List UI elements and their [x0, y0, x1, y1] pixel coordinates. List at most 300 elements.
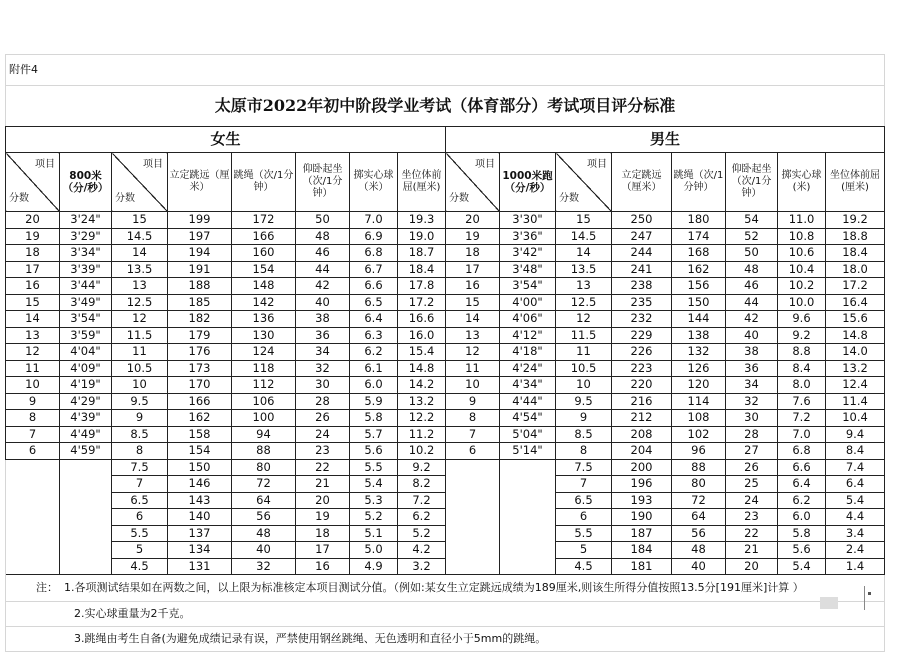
male-field-score-cell: 10: [556, 377, 612, 394]
male-reach-cell: 10.4: [826, 410, 885, 427]
female-jump-cell: 140: [168, 509, 232, 526]
female-jump-cell: 162: [168, 410, 232, 427]
male-run-score-cell: 19: [446, 228, 500, 245]
female-situp-cell: 20: [296, 492, 350, 509]
male-field-score-cell: 9: [556, 410, 612, 427]
female-reach-cell: 19.0: [398, 228, 446, 245]
female-situp-cell: 17: [296, 542, 350, 559]
male-field-score-header: 项目 分数: [556, 153, 612, 212]
male-ball-cell: 10.4: [778, 261, 826, 278]
female-situp-cell: 19: [296, 509, 350, 526]
male-field-score-cell: 11.5: [556, 327, 612, 344]
female-reach-cell: 19.3: [398, 212, 446, 229]
male-run-time-cell: 3'36": [500, 228, 556, 245]
table-row: [6, 212, 885, 229]
male-field-score-cell: 7: [556, 476, 612, 493]
male-situp-cell: 40: [726, 327, 778, 344]
female-ball-cell: 6.8: [350, 245, 398, 262]
male-field-score-cell: 7.5: [556, 459, 612, 476]
male-reach-cell: 2.4: [826, 542, 885, 559]
male-reach-cell: 8.4: [826, 443, 885, 460]
female-rope-cell: 72: [232, 476, 296, 493]
male-run-time-cell: 4'18": [500, 344, 556, 361]
male-rope-cell: 126: [672, 360, 726, 377]
female-reach-cell: 16.0: [398, 327, 446, 344]
male-situp-cell: 54: [726, 212, 778, 229]
score-standard-sheet: [5, 54, 884, 652]
male-run-score-cell: 6: [446, 443, 500, 460]
male-reach-cell: 15.6: [826, 311, 885, 328]
female-field-score-cell: 5: [112, 542, 168, 559]
male-run-time-cell: 3'48": [500, 261, 556, 278]
female-run-blank-cell: [60, 476, 112, 493]
female-ball-cell: 5.5: [350, 459, 398, 476]
male-ball-cell: 11.0: [778, 212, 826, 229]
female-field-score-cell: 7: [112, 476, 168, 493]
female-run-score-cell: 7: [6, 426, 60, 443]
male-reach-cell: 14.8: [826, 327, 885, 344]
female-run-score-cell: 16: [6, 278, 60, 295]
female-field-score-cell: 4.5: [112, 558, 168, 575]
female-field-score-cell: 15: [112, 212, 168, 229]
female-run-blank-cell: [60, 558, 112, 575]
female-jump-cell: 158: [168, 426, 232, 443]
female-reach-cell: 5.2: [398, 525, 446, 542]
male-run-blank-cell: [446, 542, 500, 559]
male-ball-cell: 8.0: [778, 377, 826, 394]
male-jump-cell: 232: [612, 311, 672, 328]
female-run-blank-cell: [6, 509, 60, 526]
male-run-blank-cell: [446, 476, 500, 493]
male-run-time-cell: 4'12": [500, 327, 556, 344]
male-ball-cell: 8.8: [778, 344, 826, 361]
male-rope-cell: 48: [672, 542, 726, 559]
male-run-score-cell: 18: [446, 245, 500, 262]
female-field-score-cell: 9: [112, 410, 168, 427]
female-rope-cell: 88: [232, 443, 296, 460]
male-situp-cell: 22: [726, 525, 778, 542]
table-row: [6, 443, 885, 460]
female-ball-cell: 5.3: [350, 492, 398, 509]
female-situp-cell: 38: [296, 311, 350, 328]
female-ball-cell: 5.8: [350, 410, 398, 427]
male-run-blank-cell: [500, 558, 556, 575]
male-rope-cell: 88: [672, 459, 726, 476]
female-field-score-cell: 14: [112, 245, 168, 262]
female-run-score-cell: 13: [6, 327, 60, 344]
female-rope-header: 跳绳（次/1分钟）: [232, 153, 296, 212]
male-ball-cell: 10.8: [778, 228, 826, 245]
male-ball-cell: 7.0: [778, 426, 826, 443]
female-situp-cell: 30: [296, 377, 350, 394]
male-run-time-cell: 3'42": [500, 245, 556, 262]
attachment-label: 附件4: [6, 55, 885, 86]
female-ball-cell: 6.2: [350, 344, 398, 361]
male-run-time-cell: 4'44": [500, 393, 556, 410]
male-run-score-cell: 8: [446, 410, 500, 427]
female-reach-cell: 18.7: [398, 245, 446, 262]
female-jump-cell: 150: [168, 459, 232, 476]
male-jump-cell: 244: [612, 245, 672, 262]
male-ball-cell: 10.0: [778, 294, 826, 311]
male-run-header: 1000米跑（分/秒）: [500, 153, 556, 212]
female-rope-cell: 106: [232, 393, 296, 410]
female-rope-cell: 130: [232, 327, 296, 344]
male-situp-cell: 34: [726, 377, 778, 394]
female-jump-cell: 199: [168, 212, 232, 229]
scan-artifact: [820, 597, 838, 609]
male-jump-cell: 200: [612, 459, 672, 476]
male-run-score-cell: 12: [446, 344, 500, 361]
male-jump-cell: 250: [612, 212, 672, 229]
male-field-score-cell: 8: [556, 443, 612, 460]
female-reach-cell: 14.8: [398, 360, 446, 377]
male-reach-header: 坐位体前屈(厘米): [826, 153, 885, 212]
female-jump-cell: 146: [168, 476, 232, 493]
female-jump-header: 立定跳远（厘米）: [168, 153, 232, 212]
male-jump-header: 立定跳远（厘米）: [612, 153, 672, 212]
male-ball-cell: 5.6: [778, 542, 826, 559]
female-run-blank-cell: [60, 542, 112, 559]
female-situp-cell: 44: [296, 261, 350, 278]
male-reach-cell: 18.8: [826, 228, 885, 245]
male-run-time-cell: 5'04": [500, 426, 556, 443]
female-run-score-cell: 9: [6, 393, 60, 410]
female-ball-cell: 6.1: [350, 360, 398, 377]
male-field-score-cell: 13.5: [556, 261, 612, 278]
male-run-blank-cell: [446, 509, 500, 526]
female-field-score-cell: 13.5: [112, 261, 168, 278]
male-situp-cell: 52: [726, 228, 778, 245]
page-title: 太原市2022年初中阶段学业考试（体育部分）考试项目评分标准: [6, 86, 885, 127]
female-ball-cell: 5.0: [350, 542, 398, 559]
male-ball-cell: 6.6: [778, 459, 826, 476]
female-reach-cell: 12.2: [398, 410, 446, 427]
female-ball-cell: 6.4: [350, 311, 398, 328]
female-ball-cell: 5.9: [350, 393, 398, 410]
male-field-score-cell: 5: [556, 542, 612, 559]
female-ball-cell: 4.9: [350, 558, 398, 575]
female-ball-cell: 6.9: [350, 228, 398, 245]
female-run-blank-cell: [60, 509, 112, 526]
female-jump-cell: 179: [168, 327, 232, 344]
female-situp-cell: 48: [296, 228, 350, 245]
male-rope-cell: 108: [672, 410, 726, 427]
male-jump-cell: 220: [612, 377, 672, 394]
male-field-score-cell: 15: [556, 212, 612, 229]
female-situp-cell: 28: [296, 393, 350, 410]
male-jump-cell: 238: [612, 278, 672, 295]
table-row: [6, 492, 885, 509]
male-reach-cell: 12.4: [826, 377, 885, 394]
female-situp-cell: 26: [296, 410, 350, 427]
table-row: [6, 344, 885, 361]
female-rope-cell: 40: [232, 542, 296, 559]
male-rope-cell: 80: [672, 476, 726, 493]
female-field-score-cell: 5.5: [112, 525, 168, 542]
female-jump-cell: 154: [168, 443, 232, 460]
male-rope-cell: 132: [672, 344, 726, 361]
male-jump-cell: 187: [612, 525, 672, 542]
female-jump-cell: 137: [168, 525, 232, 542]
male-reach-cell: 17.2: [826, 278, 885, 295]
male-run-score-cell: 15: [446, 294, 500, 311]
male-rope-cell: 174: [672, 228, 726, 245]
male-reach-cell: 6.4: [826, 476, 885, 493]
female-run-score-cell: 8: [6, 410, 60, 427]
female-jump-cell: 166: [168, 393, 232, 410]
female-jump-cell: 194: [168, 245, 232, 262]
male-reach-cell: 4.4: [826, 509, 885, 526]
male-rope-cell: 40: [672, 558, 726, 575]
female-run-score-cell: 14: [6, 311, 60, 328]
female-field-score-cell: 14.5: [112, 228, 168, 245]
female-rope-cell: 80: [232, 459, 296, 476]
male-rope-header: 跳绳（次/1分钟）: [672, 153, 726, 212]
table-row: [6, 228, 885, 245]
male-field-score-cell: 11: [556, 344, 612, 361]
female-rope-cell: 32: [232, 558, 296, 575]
female-field-score-cell: 11: [112, 344, 168, 361]
female-situp-cell: 32: [296, 360, 350, 377]
female-reach-cell: 8.2: [398, 476, 446, 493]
male-reach-cell: 13.2: [826, 360, 885, 377]
male-run-blank-cell: [446, 492, 500, 509]
male-reach-cell: 7.4: [826, 459, 885, 476]
female-situp-cell: 21: [296, 476, 350, 493]
female-run-blank-cell: [6, 492, 60, 509]
male-situp-cell: 30: [726, 410, 778, 427]
male-run-time-cell: 3'30": [500, 212, 556, 229]
female-situp-cell: 46: [296, 245, 350, 262]
male-rope-cell: 56: [672, 525, 726, 542]
male-run-blank-cell: [446, 558, 500, 575]
female-rope-cell: 112: [232, 377, 296, 394]
female-run-time-cell: 3'34": [60, 245, 112, 262]
female-reach-cell: 9.2: [398, 459, 446, 476]
male-field-score-cell: 9.5: [556, 393, 612, 410]
table-row: [6, 294, 885, 311]
female-reach-cell: 6.2: [398, 509, 446, 526]
male-run-blank-cell: [500, 476, 556, 493]
female-jump-cell: 176: [168, 344, 232, 361]
female-run-header: 800米（分/秒）: [60, 153, 112, 212]
female-run-score-cell: 11: [6, 360, 60, 377]
female-run-score-cell: 19: [6, 228, 60, 245]
male-situp-cell: 36: [726, 360, 778, 377]
male-jump-cell: 190: [612, 509, 672, 526]
female-run-blank-cell: [60, 459, 112, 476]
female-run-time-cell: 3'39": [60, 261, 112, 278]
female-jump-cell: 185: [168, 294, 232, 311]
male-situp-cell: 42: [726, 311, 778, 328]
male-ball-cell: 6.4: [778, 476, 826, 493]
male-rope-cell: 72: [672, 492, 726, 509]
male-rope-cell: 96: [672, 443, 726, 460]
table-row: [6, 327, 885, 344]
male-field-score-cell: 6: [556, 509, 612, 526]
table-row: [6, 426, 885, 443]
female-reach-cell: 15.4: [398, 344, 446, 361]
female-run-time-cell: 4'39": [60, 410, 112, 427]
female-rope-cell: 118: [232, 360, 296, 377]
table-row: [6, 542, 885, 559]
male-field-score-cell: 6.5: [556, 492, 612, 509]
female-run-score-cell: 12: [6, 344, 60, 361]
female-ball-cell: 6.6: [350, 278, 398, 295]
table-row: [6, 525, 885, 542]
male-situp-cell: 27: [726, 443, 778, 460]
female-ball-cell: 5.1: [350, 525, 398, 542]
female-rope-cell: 94: [232, 426, 296, 443]
male-run-time-cell: 4'24": [500, 360, 556, 377]
male-rope-cell: 168: [672, 245, 726, 262]
female-run-blank-cell: [6, 459, 60, 476]
table-row: [6, 278, 885, 295]
male-rope-cell: 114: [672, 393, 726, 410]
table-row: [6, 476, 885, 493]
male-rope-cell: 180: [672, 212, 726, 229]
female-run-blank-cell: [60, 525, 112, 542]
male-ball-cell: 9.6: [778, 311, 826, 328]
score-table: [5, 54, 885, 652]
male-run-time-cell: 3'54": [500, 278, 556, 295]
female-reach-cell: 10.2: [398, 443, 446, 460]
female-jump-cell: 191: [168, 261, 232, 278]
male-situp-cell: 32: [726, 393, 778, 410]
female-ball-cell: 6.3: [350, 327, 398, 344]
male-field-score-cell: 14: [556, 245, 612, 262]
table-row: [6, 311, 885, 328]
table-row: [6, 377, 885, 394]
male-run-blank-cell: [500, 459, 556, 476]
female-jump-cell: 143: [168, 492, 232, 509]
female-rope-cell: 56: [232, 509, 296, 526]
female-field-score-cell: 8.5: [112, 426, 168, 443]
male-jump-cell: 235: [612, 294, 672, 311]
male-run-blank-cell: [446, 459, 500, 476]
female-field-score-cell: 12.5: [112, 294, 168, 311]
female-rope-cell: 48: [232, 525, 296, 542]
female-run-blank-cell: [6, 476, 60, 493]
male-situp-cell: 20: [726, 558, 778, 575]
male-ball-cell: 10.6: [778, 245, 826, 262]
female-field-score-cell: 13: [112, 278, 168, 295]
male-situp-cell: 28: [726, 426, 778, 443]
male-jump-cell: 193: [612, 492, 672, 509]
male-ball-cell: 5.8: [778, 525, 826, 542]
scan-artifact-dot: [868, 592, 871, 595]
male-rope-cell: 102: [672, 426, 726, 443]
female-run-time-cell: 3'59": [60, 327, 112, 344]
table-row: [6, 410, 885, 427]
male-ball-cell: 5.4: [778, 558, 826, 575]
scan-artifact-line: [864, 586, 865, 610]
female-rope-cell: 136: [232, 311, 296, 328]
male-ball-header: 掷实心球(米): [778, 153, 826, 212]
male-reach-cell: 3.4: [826, 525, 885, 542]
female-ball-cell: 5.2: [350, 509, 398, 526]
female-ball-header: 掷实心球（米）: [350, 153, 398, 212]
male-jump-cell: 208: [612, 426, 672, 443]
male-field-score-cell: 8.5: [556, 426, 612, 443]
female-run-score-cell: 10: [6, 377, 60, 394]
female-field-score-cell: 12: [112, 311, 168, 328]
female-rope-cell: 142: [232, 294, 296, 311]
note-2: 2.实心球重量为2千克。: [6, 602, 885, 627]
male-rope-cell: 144: [672, 311, 726, 328]
male-situp-header: 仰卧起坐（次/1分钟）: [726, 153, 778, 212]
male-ball-cell: 10.2: [778, 278, 826, 295]
table-row: [6, 261, 885, 278]
note-3: 3.跳绳由考生自备(为避免成绩记录有误，严禁使用钢丝跳绳、无色透明和直径小于5mm的跳绳。: [6, 627, 885, 652]
female-jump-cell: 134: [168, 542, 232, 559]
male-reach-cell: 16.4: [826, 294, 885, 311]
table-row: [6, 360, 885, 377]
female-jump-cell: 188: [168, 278, 232, 295]
female-situp-cell: 42: [296, 278, 350, 295]
female-run-time-cell: 3'44": [60, 278, 112, 295]
female-run-time-cell: 4'29": [60, 393, 112, 410]
female-rope-cell: 166: [232, 228, 296, 245]
female-run-blank-cell: [60, 492, 112, 509]
female-section-title: 女生: [6, 127, 446, 153]
male-jump-cell: 241: [612, 261, 672, 278]
female-jump-cell: 182: [168, 311, 232, 328]
male-field-score-cell: 12.5: [556, 294, 612, 311]
male-jump-cell: 247: [612, 228, 672, 245]
female-situp-cell: 16: [296, 558, 350, 575]
female-field-score-cell: 8: [112, 443, 168, 460]
male-run-blank-cell: [500, 492, 556, 509]
female-run-blank-cell: [6, 542, 60, 559]
male-ball-cell: 6.2: [778, 492, 826, 509]
male-jump-cell: 184: [612, 542, 672, 559]
female-reach-cell: 4.2: [398, 542, 446, 559]
female-run-time-cell: 3'29": [60, 228, 112, 245]
male-jump-cell: 223: [612, 360, 672, 377]
female-ball-cell: 6.0: [350, 377, 398, 394]
table-row: [6, 245, 885, 262]
female-ball-cell: 6.5: [350, 294, 398, 311]
male-section-title: 男生: [446, 127, 885, 153]
male-run-time-cell: 4'06": [500, 311, 556, 328]
male-ball-cell: 9.2: [778, 327, 826, 344]
male-field-score-cell: 12: [556, 311, 612, 328]
female-situp-cell: 23: [296, 443, 350, 460]
male-jump-cell: 216: [612, 393, 672, 410]
female-rope-cell: 124: [232, 344, 296, 361]
male-reach-cell: 19.2: [826, 212, 885, 229]
male-rope-cell: 120: [672, 377, 726, 394]
female-run-time-cell: 4'49": [60, 426, 112, 443]
female-situp-cell: 18: [296, 525, 350, 542]
male-situp-cell: 44: [726, 294, 778, 311]
male-field-score-cell: 10.5: [556, 360, 612, 377]
male-run-blank-cell: [500, 509, 556, 526]
male-rope-cell: 64: [672, 509, 726, 526]
female-run-time-cell: 4'09": [60, 360, 112, 377]
female-situp-cell: 24: [296, 426, 350, 443]
male-rope-cell: 150: [672, 294, 726, 311]
male-run-blank-cell: [500, 525, 556, 542]
male-run-score-cell: 14: [446, 311, 500, 328]
male-situp-cell: 38: [726, 344, 778, 361]
female-ball-cell: 5.4: [350, 476, 398, 493]
male-jump-cell: 229: [612, 327, 672, 344]
female-rope-cell: 160: [232, 245, 296, 262]
table-row: [6, 459, 885, 476]
